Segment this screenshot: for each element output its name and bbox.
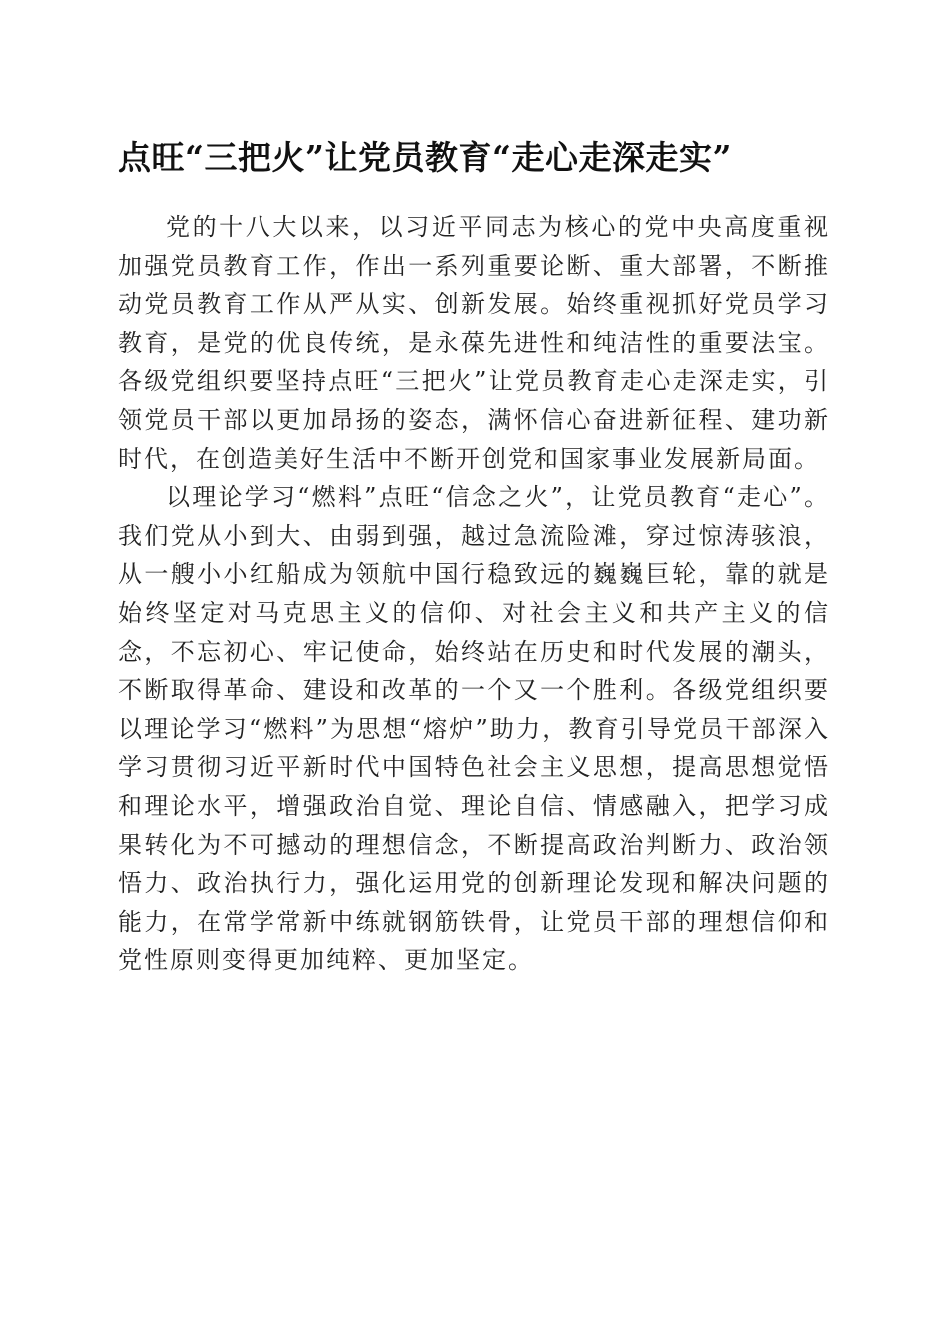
document-body bbox=[118, 208, 830, 980]
paragraph-intro: 党的十八大以来，以习近平同志为核心的党中央高度重视加强党员教育工作，作出一系列重要论断、重大部署，不断推动党员教育工作从严从实、创新发展。始终重视抓好党员学习教育，是党的优良传统，是永葆先进性和纯洁性的重要法宝。各级党组织要坚持点旺“三把火”让党员教育走心走深走实，引领党员干部以更加昂扬的姿态，满怀信心奋进新征程、建功新时代，在创造美好生活中不断开创党和国家事业发展新局面。 bbox=[118, 213, 830, 473]
document-title: 点旺“三把火”让党员教育“走心走深走实” bbox=[118, 138, 732, 177]
paragraph-theory-study: 以理论学习“燃料”点旺“信念之火”，让党员教育“走心”。我们党从小到大、由弱到强，越过急流险滩，穿过惊涛骇浪，从一艘小小红船成为领航中国行稳致远的巍巍巨轮，靠的就是始终坚定对马克思主义的信仰、对社会主义和共产主义的信念，不忘初心、牢记使命，始终站在历史和时代发展的潮头，不断取得革命、建设和改革的一个又一个胜利。各级党组织要以理论学习“燃料”为思想“熔炉”助力，教育引导党员干部深入学习贯彻习近平新时代中国特色社会主义思想，提高思想觉悟和理论水平，增强政治自觉、理论自信、情感融入，把学习成果转化为不可撼动的理想信念，不断提高政治判断力、政治领悟力、政治执行力，强化运用党的创新理论发现和解决问题的能力，在常学常新中练就钢筋铁骨，让党员干部的理想信仰和党性原则变得更加纯粹、更加坚定。 bbox=[118, 483, 830, 975]
